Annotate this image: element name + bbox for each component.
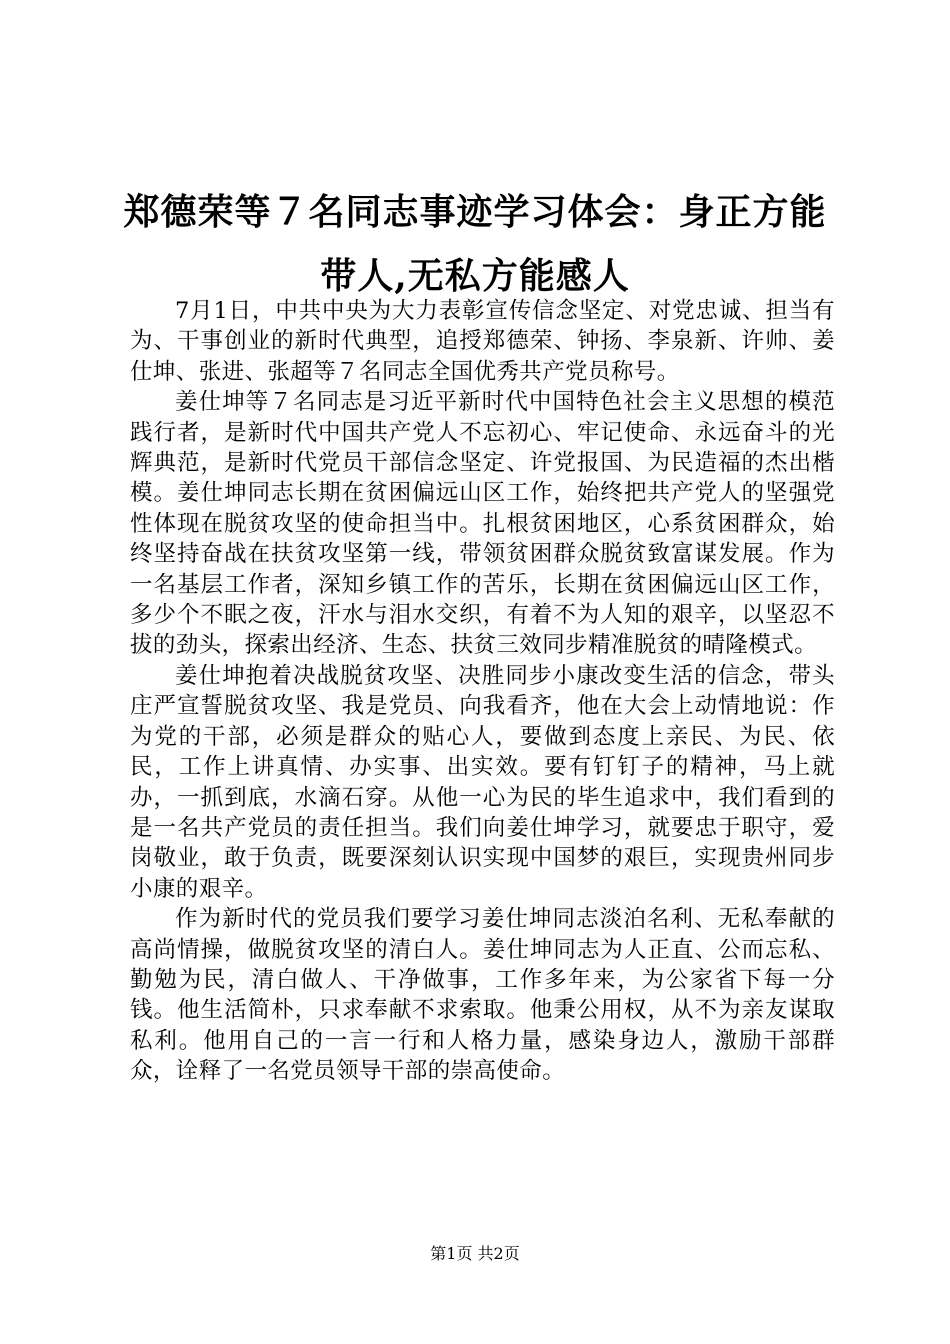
paragraph: 姜仕坤等７名同志是习近平新时代中国特色社会主义思想的模范践行者，是新时代中国共产党人不忘初心、牢记使命、永远奋斗的光辉典范，是新时代党员干部信念坚定、许党报国、为民造福的杰出楷模。姜仕坤同志长期在贫困偏远山区工作，始终把共产党人的坚强党性体现在脱贫攻坚的使命担当中。扎根贫困地区，心系贫困群众，始终坚持奋战在扶贫攻坚第一线，带领贫困群众脱贫致富谋发展。作为一名基层工作者，深知乡镇工作的苦乐，长期在贫困偏远山区工作，多少个不眠之夜，汗水与泪水交织，有着不为人知的艰辛，以坚忍不拔的劲头，探索出经济、生态、扶贫三效同步精准脱贫的晴隆模式。: [130, 389, 835, 659]
document-title: 郑德荣等７名同志事迹学习体会：身正方能带人,无私方能感人: [123, 191, 827, 297]
page-number-footer: 第1页 共2页: [430, 1244, 520, 1263]
paragraph: 作为新时代的党员我们要学习姜仕坤同志淡泊名利、无私奉献的高尚情操，做脱贫攻坚的清白人。姜仕坤同志为人正直、公而忘私、勤勉为民，清白做人、干净做事，工作多年来，为公家省下每一分钱。他生活简朴，只求奉献不求索取。他秉公用权，从不为亲友谋取私利。他用自己的一言一行和人格力量，感染身边人，激励干部群众，诠释了一名党员领导干部的崇高使命。: [130, 906, 835, 1085]
paragraph: 7月1日，中共中央为大力表彰宣传信念坚定、对党忠诚、担当有为、干事创业的新时代典型，追授郑德荣、钟扬、李泉新、许帅、姜仕坤、张进、张超等７名同志全国优秀共产党员称号。: [130, 298, 835, 385]
document-body: [130, 296, 835, 1087]
paragraph: 姜仕坤抱着决战脱贫攻坚、决胜同步小康改变生活的信念，带头庄严宣誓脱贫攻坚、我是党员、向我看齐，他在大会上动情地说：作为党的干部，必须是群众的贴心人，要做到态度上亲民、为民、依民，工作上讲真情、办实事、出实效。要有钉钉子的精神，马上就办，一抓到底，水滴石穿。从他一心为民的毕生追求中，我们看到的是一名共产党员的责任担当。我们向姜仕坤学习，就要忠于职守，爱岗敬业，敢于负责，既要深刻认识实现中国梦的艰巨，实现贵州同步小康的艰辛。: [130, 662, 835, 902]
